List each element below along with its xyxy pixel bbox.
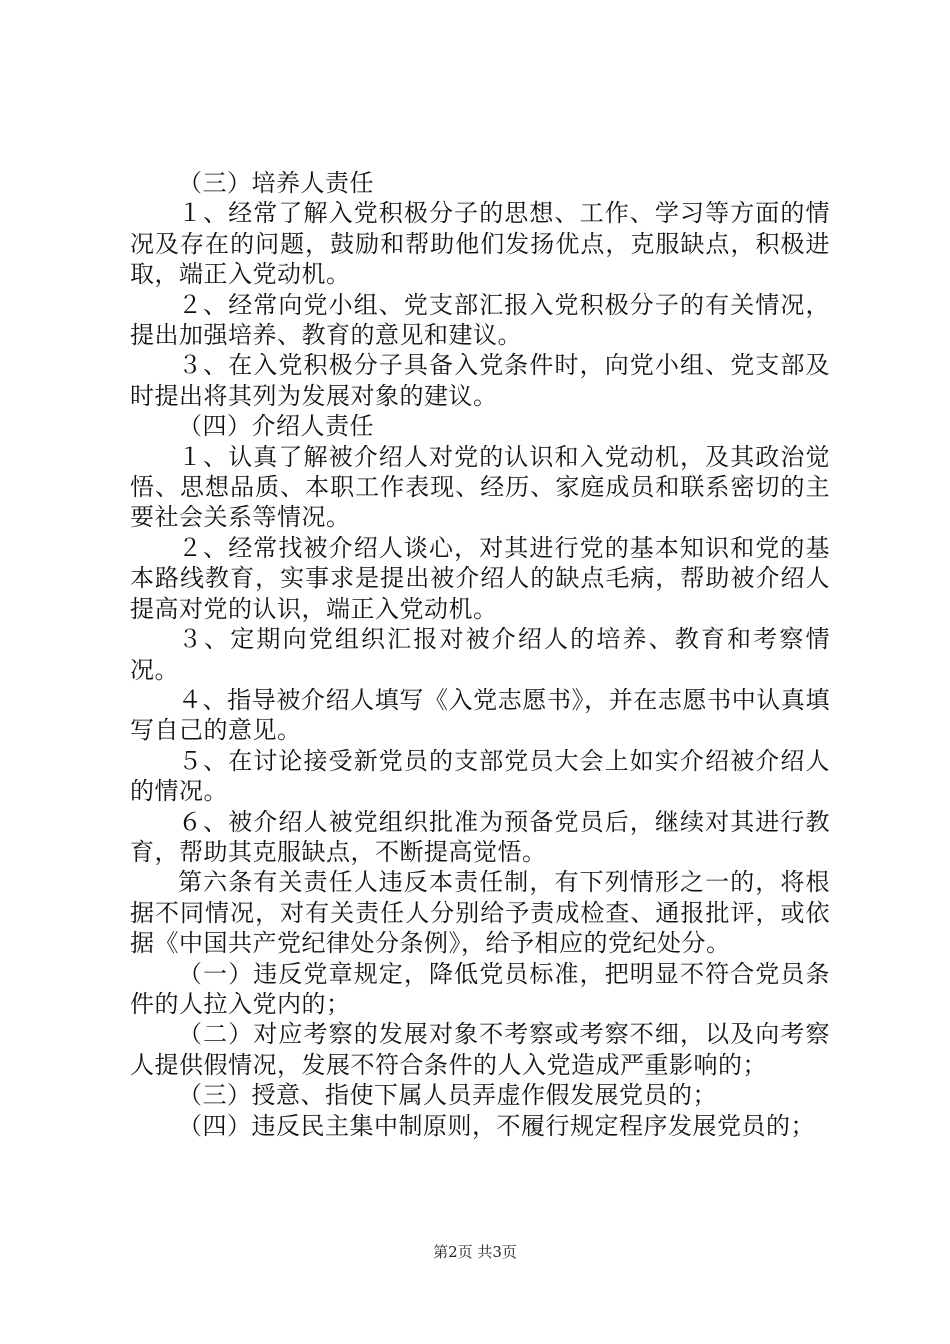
document-body <box>130 168 830 1141</box>
paragraph: （三）授意、指使下属人员弄虚作假发展党员的； <box>178 1081 717 1110</box>
page-number-footer: 第2页 共3页 <box>433 1243 517 1261</box>
article-six-paragraph: 第六条有关责任人违反本责任制，有下列情形之一的，将根据不同情况，对有关责任人分别给予责成检查、通报批评，或依据《中国共产党纪律处分条例》，给予相应的党纪处分。 <box>130 868 830 958</box>
paragraph: （一）违反党章规定，降低党员标准，把明显不符合党员条件的人拉入党内的； <box>130 959 830 1018</box>
paragraph: ２、经常找被介绍人谈心，对其进行党的基本知识和党的基本路线教育，实事求是提出被介绍人的缺点毛病，帮助被介绍人提高对党的认识，端正入党动机。 <box>130 533 830 623</box>
paragraph: （四）违反民主集中制原则，不履行规定程序发展党员的； <box>178 1111 815 1140</box>
paragraph: １、经常了解入党积极分子的思想、工作、学习等方面的情况及存在的问题，鼓励和帮助他们发扬优点，克服缺点，积极进取，端正入党动机。 <box>130 199 830 289</box>
heading-introducer-duties: （四）介绍人责任 <box>178 412 374 441</box>
paragraph: ６、被介绍人被党组织批准为预备党员后，继续对其进行教育，帮助其克服缺点，不断提高觉悟。 <box>130 807 830 866</box>
paragraph: １、认真了解被介绍人对党的认识和入党动机，及其政治觉悟、思想品质、本职工作表现、经历、家庭成员和联系密切的主要社会关系等情况。 <box>130 442 830 532</box>
paragraph: ５、在讨论接受新党员的支部党员大会上如实介绍被介绍人的情况。 <box>130 746 830 806</box>
paragraph: ３、在入党积极分子具备入党条件时，向党小组、党支部及时提出将其列为发展对象的建议。 <box>130 351 830 410</box>
paragraph: （二）对应考察的发展对象不考察或考察不细，以及向考察人提供假情况，发展不符合条件的人入党造成严重影响的； <box>130 1020 830 1079</box>
heading-trainer-duties: （三）培养人责任 <box>178 169 374 197</box>
paragraph: ２、经常向党小组、党支部汇报入党积极分子的有关情况，提出加强培养、教育的意见和建议。 <box>130 290 830 350</box>
paragraph: ３、定期向党组织汇报对被介绍人的培养、教育和考察情况。 <box>130 625 830 684</box>
paragraph: ４、指导被介绍人填写《入党志愿书》，并在志愿书中认真填写自己的意见。 <box>130 685 830 745</box>
